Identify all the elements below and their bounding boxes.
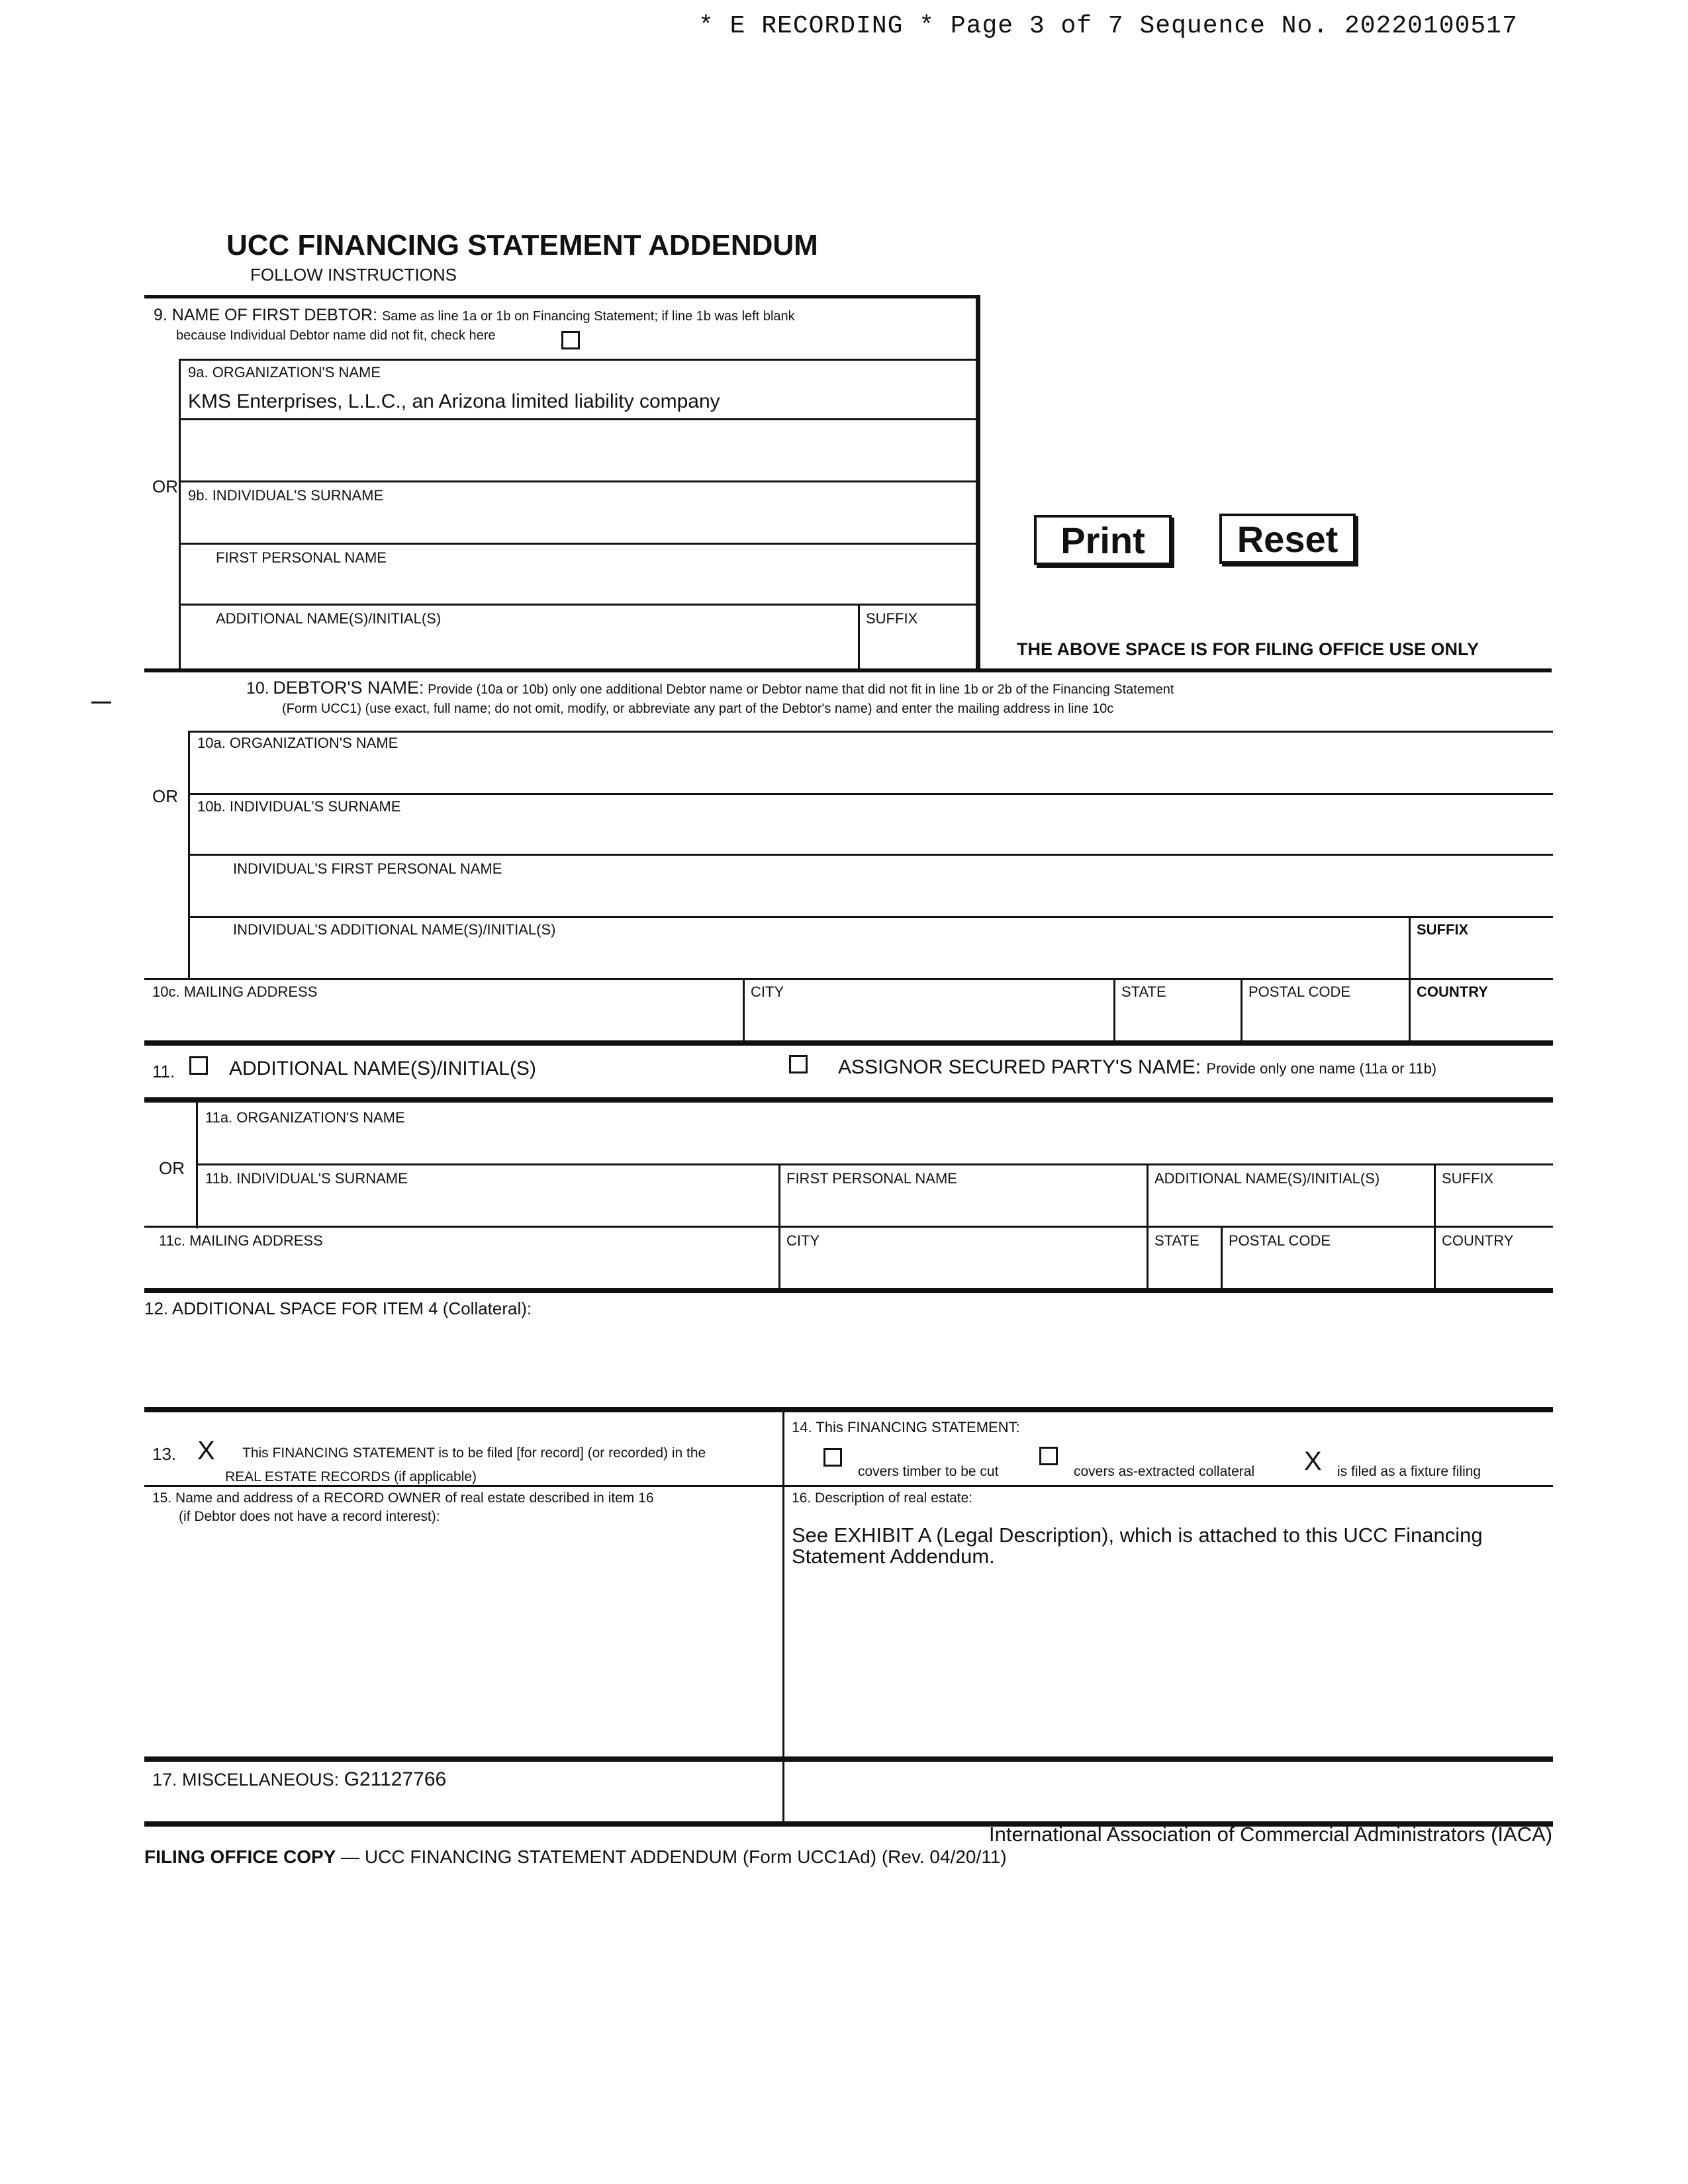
sec13-check-mark[interactable]: X <box>197 1436 215 1465</box>
sec10a-label: 10a. ORGANIZATION'S NAME <box>197 735 399 751</box>
sec10-top-border <box>144 668 1552 672</box>
sec10-or: OR <box>152 786 178 806</box>
sec9a-label: 9a. ORGANIZATION'S NAME <box>188 364 381 381</box>
sec9-suffix-label: SUFFIX <box>866 610 918 627</box>
reset-button[interactable]: Reset <box>1219 514 1356 564</box>
sec11-postal-divider <box>1221 1226 1223 1291</box>
iaca-credit: International Association of Commercial Administrators (IACA) <box>989 1823 1553 1846</box>
filing-office-note: THE ABOVE SPACE IS FOR FILING OFFICE USE ONLY <box>1017 639 1479 659</box>
sec10-line <box>188 916 1553 918</box>
sec15-label-2: (if Debtor does not have a record interest): <box>179 1509 440 1524</box>
sec10-first-name-label: INDIVIDUAL'S FIRST PERSONAL NAME <box>233 860 502 877</box>
sec9-line <box>179 359 977 361</box>
sec11-country-label: COUNTRY <box>1442 1232 1514 1249</box>
sec10-instructions: (Form UCC1) (use exact, full name; do not omit, modify, or abbreviate any part of the Debtor's name) and enter the mailing address in line 10c <box>282 702 1114 716</box>
sec14-extracted-label: covers as-extracted collateral <box>1074 1464 1255 1479</box>
sec11-additional-label: ADDITIONAL NAME(S)/INITIAL(S) <box>229 1058 536 1079</box>
sec16-description[interactable]: See EXHIBIT A (Legal Description), which is attached to this UCC Financing <box>792 1524 1483 1547</box>
sec9-right-border <box>976 295 980 671</box>
sec16-description-2[interactable]: Statement Addendum. <box>792 1545 995 1568</box>
footer-form-line: FILING OFFICE COPY — UCC FINANCING STATEMENT ADDENDUM (Form UCC1Ad) (Rev. 04/20/11) <box>144 1846 1007 1867</box>
sec9-top-border <box>144 295 980 298</box>
sec12-label: 12. ADDITIONAL SPACE FOR ITEM 4 (Collateral): <box>144 1298 532 1318</box>
margin-tick <box>91 702 111 704</box>
sec10c-label: 10c. MAILING ADDRESS <box>152 983 318 1000</box>
sec16-label: 16. Description of real estate: <box>792 1490 973 1506</box>
fixture-filing-mark[interactable]: X <box>1304 1447 1322 1476</box>
sec10-additional-label: INDIVIDUAL'S ADDITIONAL NAME(S)/INITIAL(S) <box>233 921 556 938</box>
sec10-country-label: COUNTRY <box>1417 983 1488 1000</box>
sec11-first-name-label: FIRST PERSONAL NAME <box>786 1170 957 1187</box>
sec15-top-border <box>144 1485 1553 1487</box>
sec13-text: This FINANCING STATEMENT is to be filed [for record] (or recorded) in the <box>242 1445 706 1461</box>
sec11-city-label: CITY <box>786 1232 820 1249</box>
sec9-line <box>179 480 977 482</box>
sec10-line <box>188 731 1553 733</box>
timber-checkbox[interactable] <box>823 1448 842 1467</box>
sec11-header-border <box>144 1097 1553 1103</box>
sec11c-line <box>144 1226 1553 1228</box>
sec11b-label: 11b. INDIVIDUAL'S SURNAME <box>205 1170 408 1187</box>
sec11-line <box>196 1163 1553 1165</box>
sec11-assignor-label: ASSIGNOR SECURED PARTY'S NAME: Provide only one name (11a or 11b) <box>838 1056 1437 1078</box>
sec11-state-label: STATE <box>1154 1232 1199 1249</box>
follow-instructions: FOLLOW INSTRUCTIONS <box>250 265 457 285</box>
sec9b-label: 9b. INDIVIDUAL'S SURNAME <box>188 487 384 504</box>
sec11-additional-name-label: ADDITIONAL NAME(S)/INITIAL(S) <box>1154 1170 1380 1187</box>
sec9-instructions: because Individual Debtor name did not fit, check here <box>176 328 496 343</box>
sec10-suffix-label: SUFFIX <box>1417 921 1469 938</box>
sec10-line <box>188 793 1553 795</box>
sec14-timber-label: covers timber to be cut <box>858 1464 999 1479</box>
sec10-line <box>188 854 1553 856</box>
sec10-state-label: STATE <box>1121 983 1166 1000</box>
sec11-suffix-label: SUFFIX <box>1442 1170 1494 1187</box>
sec10-state-divider <box>1113 978 1115 1043</box>
sec9-line <box>179 418 977 420</box>
sec9-or: OR <box>152 477 178 496</box>
recording-header: * E RECORDING * Page 3 of 7 Sequence No. 20220100517 <box>698 12 1518 40</box>
sec10-city-label: CITY <box>751 983 784 1000</box>
sec11c-label: 11c. MAILING ADDRESS <box>159 1232 323 1249</box>
assignor-secured-party-checkbox[interactable] <box>789 1055 808 1073</box>
sec13-top-border <box>144 1407 1553 1412</box>
sec13-text-2: REAL ESTATE RECORDS (if applicable) <box>225 1469 477 1484</box>
page-title: UCC FINANCING STATEMENT ADDENDUM <box>226 229 818 261</box>
sec11a-label: 11a. ORGANIZATION'S NAME <box>205 1109 405 1126</box>
same-as-line-checkbox[interactable] <box>561 331 580 349</box>
sec10-heading: 10. DEBTOR'S NAME: Provide (10a or 10b) only one additional Debtor name or Debtor name that did not fit in line 1b or 2b of the Financing Statement <box>246 678 1174 698</box>
sec10b-label: 10b. INDIVIDUAL'S SURNAME <box>197 798 401 815</box>
print-button[interactable]: Print <box>1034 515 1172 565</box>
sec9-additional-label: ADDITIONAL NAME(S)/INITIAL(S) <box>216 610 442 627</box>
sec9-line <box>179 543 977 545</box>
sec11-top-border <box>144 1040 1553 1046</box>
sec9-first-name-label: FIRST PERSONAL NAME <box>216 549 387 566</box>
sec17-label: 17. MISCELLANEOUS: G21127766 <box>152 1768 447 1790</box>
sec12-top-border <box>144 1288 1553 1293</box>
sec13-16-vertical <box>782 1410 784 1824</box>
sec17-top-border <box>144 1756 1553 1762</box>
sec9-suffix-divider <box>858 604 860 671</box>
sec10-postal-label: POSTAL CODE <box>1248 983 1351 1000</box>
sec14-label: 14. This FINANCING STATEMENT: <box>792 1419 1020 1435</box>
sec10-postal-divider <box>1241 978 1243 1043</box>
sec9-heading: 9. NAME OF FIRST DEBTOR: Same as line 1a or 1b on Financing Statement; if line 1b was left blank <box>154 306 795 324</box>
sec11-number: 11. <box>152 1062 175 1081</box>
sec15-label: 15. Name and address of a RECORD OWNER of real estate described in item 16 <box>152 1490 654 1506</box>
sec9-inner-left <box>179 359 181 671</box>
sec10-city-divider <box>743 978 745 1043</box>
sec10c-line <box>144 978 1553 980</box>
sec11-or: OR <box>159 1158 185 1178</box>
as-extracted-checkbox[interactable] <box>1039 1447 1058 1465</box>
sec13-number: 13. <box>152 1444 177 1464</box>
sec11-postal-label: POSTAL CODE <box>1229 1232 1331 1249</box>
sec14-fixture-label: is filed as a fixture filing <box>1337 1464 1481 1479</box>
sec9a-org-name[interactable]: KMS Enterprises, L.L.C., an Arizona limited liability company <box>188 390 720 412</box>
additional-secured-party-checkbox[interactable] <box>189 1056 208 1075</box>
